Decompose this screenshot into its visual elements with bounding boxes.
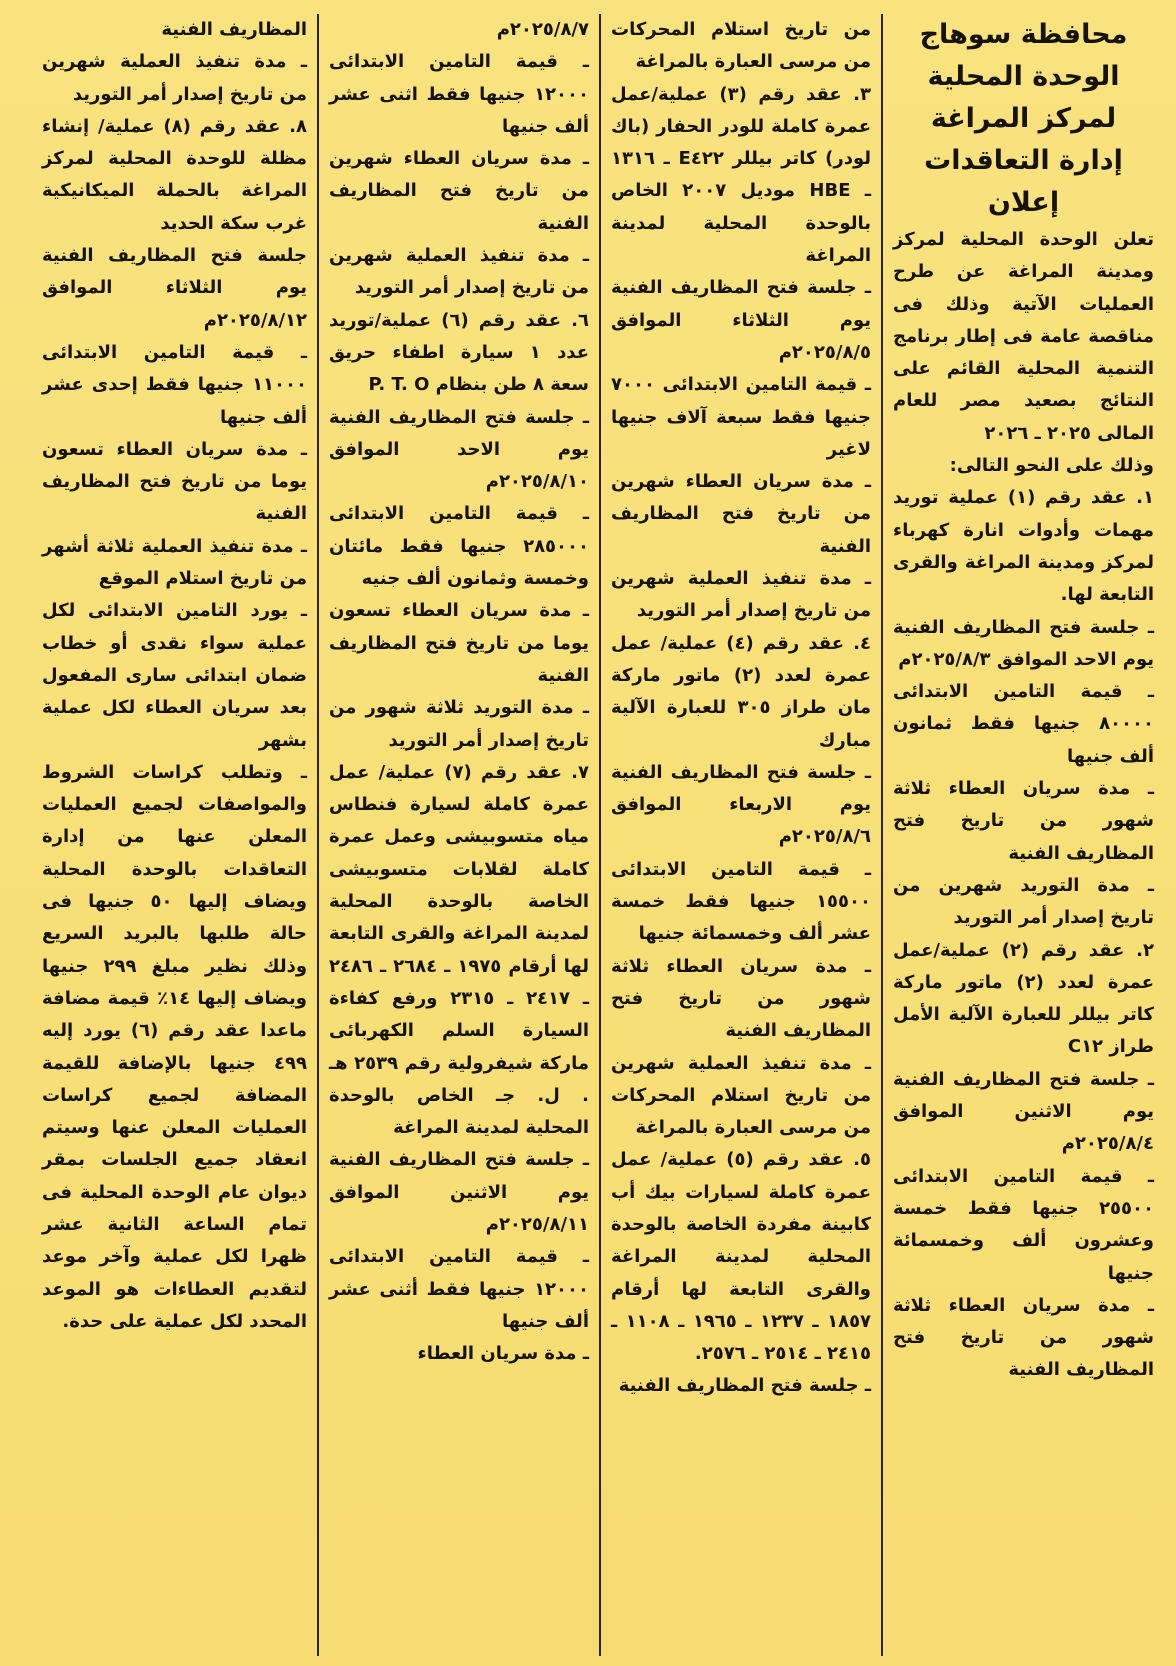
contract-8-execution: ـ مدة تنفيذ العملية ثلاثة أشهر من تاريخ استلام الموقع	[42, 535, 307, 590]
announcement-heading: إعلان	[987, 187, 1060, 218]
contract-7-title: ٧. عقد رقم (٧) عملية/ عمل عمرة كاملة لسيارة فنطاس مياه متسوبيشى وعمل عمرة كاملة لقلابات متسوبيشى الخاصة بالوحدة المحلية لمدينة المراغة والقرى التابعة لها أرقام ١٩٧٥ ـ ٢٦٨٤ ـ ٢٤٨٦ ـ ٢٤١٧ ـ ٢٣١٥ ورفع كفاءة السيارة السلم الكهربائى ماركة شيفرولية رقم ٢٥٣٩ هـ . ل. جـ الخاص بالوحدة المحلية لمدينة المراغة	[329, 761, 590, 1139]
contract-4-validity: ـ مدة سريان العطاء ثلاثة شهور من تاريخ فتح المظاريف الفنية	[611, 955, 871, 1042]
contract-4-title: ٤. عقد رقم (٤) عملية/ عمل عمرة لعدد (٢) ماتور ماركة مان طراز ٣٠٥ للعبارة الآلية مبارك	[611, 632, 871, 751]
contract-6-supply-period: ـ مدة التوريد ثلاثة شهور من تاريخ إصدار أمر التوريد	[329, 697, 589, 751]
contract-3-execution: ـ مدة تنفيذ العملية شهرين من تاريخ إصدار أمر التوريد	[611, 568, 871, 622]
contract-1-supply-period: ـ مدة التوريد شهرين من تاريخ إصدار أمر التوريد	[893, 874, 1154, 929]
local-unit-heading: الوحدة المحلية	[927, 61, 1120, 92]
contract-8-session: جلسة فتح المظاريف الفنية يوم الثلاثاء الموافق ٢٠٢٥/٨/١٢م	[42, 245, 307, 331]
contract-5-validity: ـ مدة سريان العطاء شهرين من تاريخ فتح المظاريف الفنية	[329, 148, 589, 234]
contract-3-session: ـ جلسة فتح المظاريف الفنية يوم الثلاثاء الموافق ٢٠٢٥/٨/٥م	[611, 277, 871, 363]
contract-8-validity: ـ مدة سريان العطاء تسعون يوما من تاريخ فتح المظاريف الفنية	[42, 438, 307, 525]
contract-6-session: ـ جلسة فتح المظاريف الفنية يوم الاحد الموافق ٢٠٢٥/٨/١٠م	[329, 406, 589, 493]
contract-5-title: ٥. عقد رقم (٥) عملية/ عمل عمرة كاملة لسيارات بيك أب كابينة مفردة الخاصة بالوحدة المحلية لمدينة المراغة والقرى التابعة لها أرقام ١٨٥٧ ـ ١٢٣٧ ـ ١٩٦٥ ـ ١١٠٨ ـ ٢٤١٥ ـ ٢٥١٤ ـ ٢٥٧٦.	[611, 1149, 872, 1365]
contract-7-validity-end: المظاريف الفنية	[161, 19, 307, 40]
contract-1-validity: ـ مدة سريان العطاء ثلاثة شهور من تاريخ فتح المظاريف الفنية	[893, 778, 1154, 864]
column-2	[599, 14, 881, 1656]
contract-8-insurance: ـ قيمة التامين الابتدائى ١١٠٠٠ جنيها فقط إحدى عشر ألف جنيها	[42, 341, 307, 428]
column-3	[317, 14, 599, 1656]
column-1	[881, 14, 1164, 1656]
contract-7-execution: ـ مدة تنفيذ العملية شهرين من تاريخ إصدار أمر التوريد	[42, 51, 307, 105]
contract-7-validity-start: ـ مدة سريان العطاء	[417, 1343, 589, 1365]
contract-1-title: ١. عقد رقم (١) عملية توريد مهمات وأدوات انارة كهرباء لمركز ومدينة المراغة والقرى التابعة لها.	[893, 487, 1155, 606]
conditions-booklets-note: ـ وتطلب كراسات الشروط والمواصفات لجميع العمليات المعلن عنها من إدارة التعاقدات بالوحدة المحلية ويضاف إليها ٥٠ جنيها فى حالة طلبها بالبريد السريع وذلك نظير مبلغ ٢٩٩ جنيها ويضاف إليها ١٤٪ قيمة مضافة ماعدا عقد رقم (٦) يورد إليه ٤٩٩ جنيها بالإضافة للقيمة المضافة لجميع كراسات العمليات المعلن عنها وسيتم انعقاد جميع الجلسات بمقر ديوان عام الوحدة المحلية فى تمام الساعة الثانية عشر ظهرا لكل عملية وآخر موعد لتقديم العطاءات هو الموعد المحدد لكل عملية على حدة.	[42, 761, 308, 1332]
center-heading: لمركز المراغة	[930, 103, 1117, 134]
contract-8-title: ٨. عقد رقم (٨) عملية/ إنشاء مظلة للوحدة المحلية لمركز المراغة بالحملة الميكانيكية غرب سكة الحديد	[42, 115, 308, 234]
contract-3-title: ٣. عقد رقم (٣) عملية/عمل عمرة كاملة للودر الحفار (باك لودر) كاتر بيللر E٤٢٢ ـ ١٣١٦ ـ HBE موديل ٢٠٠٧ الخاص بالوحدة المحلية لمدينة المراغة	[611, 83, 872, 267]
contract-5-execution: ـ مدة تنفيذ العملية شهرين من تاريخ إصدار أمر التوريد	[329, 245, 589, 299]
contracts-dept-heading: إدارة التعاقدات	[924, 145, 1123, 176]
contract-2-session: ـ جلسة فتح المظاريف الفنية يوم الاثنين الموافق ٢٠٢٥/٨/٤م	[893, 1068, 1154, 1155]
contract-4-execution: ـ مدة تنفيذ العملية شهرين من تاريخ استلام المحركات من مرسى العبارة بالمراغة	[611, 1052, 871, 1139]
insurance-note: ـ يورد التامين الابتدائى لكل عملية سواء نقدى أو خطاب ضمان ابتدائى سارى المفعول بعد سريان العطاء لكل عملية بشهر	[42, 600, 307, 751]
governorate-heading: محافظة سوهاج	[919, 19, 1128, 50]
intro-paragraph: تعلن الوحدة المحلية لمركز ومدينة المراغة عن طرح العمليات الآتية وذلك فى مناقصة عامة فى إطار برنامج التنمية المحلية القائم على النتائج بصعيد مصر للعام المالى ٢٠٢٥ ـ ٢٠٢٦	[893, 229, 1154, 444]
contract-6-insurance: ـ قيمة التامين الابتدائى ٢٨٥٠٠٠ جنيها فقط مائتان وخمسة وثمانون ألف جنيه	[329, 503, 589, 590]
contract-7-session: ـ جلسة فتح المظاريف الفنية يوم الاثنين الموافق ٢٠٢٥/٨/١١م	[329, 1149, 589, 1235]
contract-7-insurance: ـ قيمة التامين الابتدائى ١٢٠٠٠ جنيها فقط أثنى عشر ألف جنيها	[329, 1246, 589, 1332]
contract-1-insurance: ـ قيمة التامين الابتدائى ٨٠٠٠٠ جنيها فقط ثمانون ألف جنيها	[893, 681, 1154, 767]
intro-list-lead: وذلك على النحو التالى:	[949, 455, 1154, 477]
column-4	[32, 14, 317, 1656]
contract-5-session-date: ٢٠٢٥/٨/٧م	[496, 19, 589, 40]
contract-6-title: ٦. عقد رقم (٦) عملية/توريد عدد ١ سيارة اطفاء حريق سعة ٨ طن بنظام P. T. O	[329, 309, 589, 396]
contract-4-insurance: ـ قيمة التامين الابتدائى ١٥٥٠٠ جنيها فقط خمسة عشر ألف وخمسمائة جنيها	[611, 858, 871, 945]
contract-5-session-start: ـ جلسة فتح المظاريف الفنية	[618, 1375, 871, 1397]
contract-5-insurance: ـ قيمة التامين الابتدائى ١٢٠٠٠ جنيها فقط اثنى عشر ألف جنيها	[329, 51, 589, 137]
contract-3-insurance: ـ قيمة التامين الابتدائى ٧٠٠٠ جنيها فقط سبعة آلاف جنيها لاغير	[611, 374, 871, 460]
contract-1-session: ـ جلسة فتح المظاريف الفنية يوم الاحد الموافق ٢٠٢٥/٨/٣م	[893, 616, 1154, 670]
contract-4-session: ـ جلسة فتح المظاريف الفنية يوم الاربعاء الموافق ٢٠٢٥/٨/٦م	[611, 761, 871, 848]
contract-3-validity: ـ مدة سريان العطاء شهرين من تاريخ فتح المظاريف الفنية	[611, 471, 871, 557]
contract-2-title: ٢. عقد رقم (٢) عملية/عمل عمرة لعدد (٢) ماتور ماركة كاتر بيللر للعبارة الآلية الأمل طراز C١٢	[893, 939, 1154, 1058]
contract-2-insurance: ـ قيمة التامين الابتدائى ٢٥٥٠٠ جنيها فقط خمسة وعشرون ألف وخمسمائة جنيها	[893, 1165, 1154, 1284]
contract-6-validity: ـ مدة سريان العطاء تسعون يوما من تاريخ فتح المظاريف الفنية	[329, 600, 589, 686]
columns-container	[12, 14, 1164, 1656]
contract-2-validity: ـ مدة سريان العطاء ثلاثة شهور من تاريخ فتح المظاريف الفنية	[893, 1294, 1154, 1381]
contract-2-execution-cont: من تاريخ استلام المحركات من مرسى العبارة بالمراغة	[611, 19, 871, 73]
